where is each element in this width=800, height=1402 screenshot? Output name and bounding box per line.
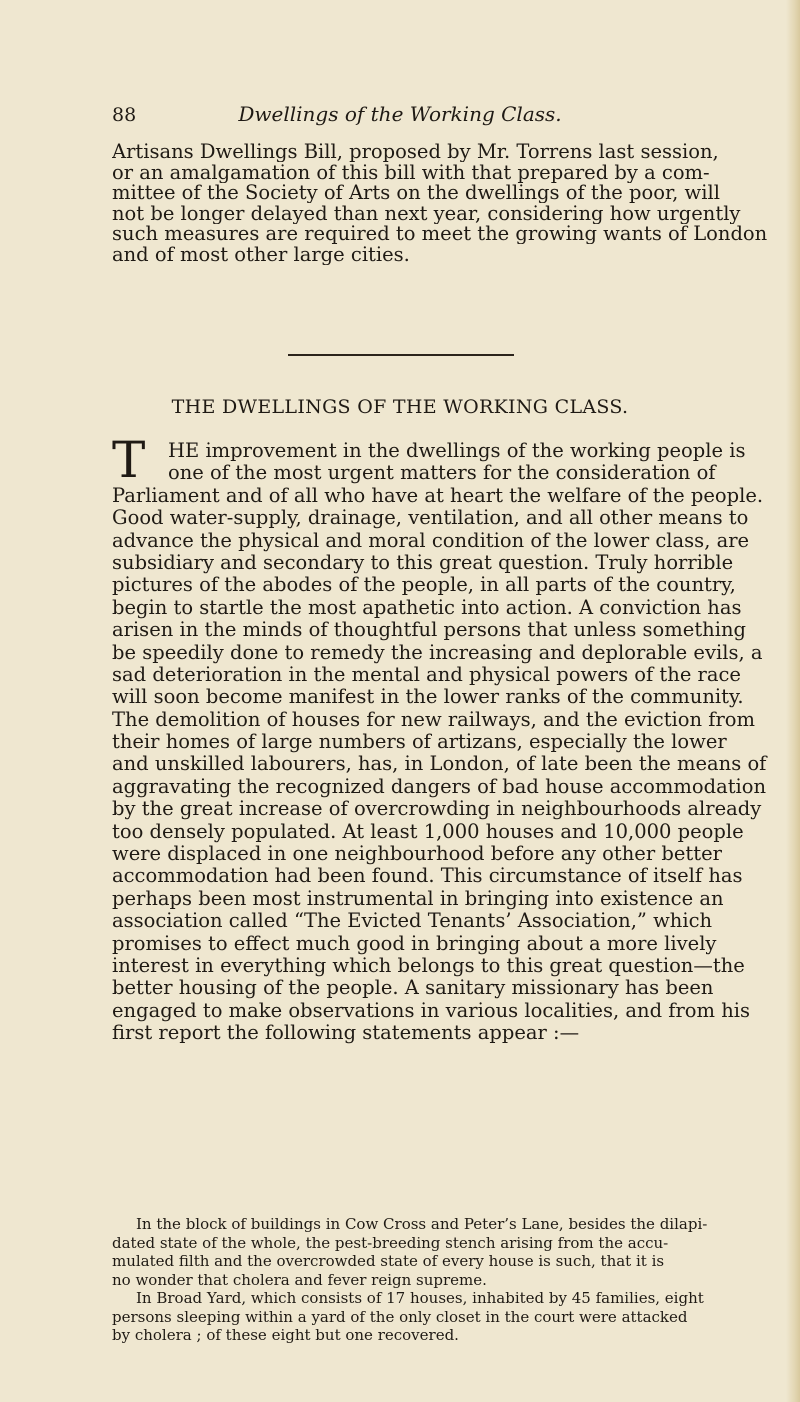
page-number: 88 [112,104,137,126]
text-line: Parliament and of all who have at heart the welfare of the people. [112,484,764,507]
text-line: or an amalgamation of this bill with that prepared by a com- [112,162,710,183]
text-line: arisen in the minds of thoughtful persons that unless something [112,619,746,642]
text-line: Artisans Dwellings Bill, proposed by Mr. Torrens last session, [112,142,719,162]
running-head: Dwellings of the Working Class. [238,102,562,126]
text-line: perhaps been most instrumental in bringing into existence an [112,887,724,910]
text-line: aggravating the recognized dangers of bad house accommodation [112,775,767,798]
text-line: no wonder that cholera and fever reign supreme. [112,1270,487,1289]
text-line: mittee of the Society of Arts on the dwellings of the poor, will [112,183,720,203]
intro-paragraph [112,142,792,265]
quoted-report [112,1215,792,1345]
text-line: HE improvement in the dwellings of the working people is [168,440,746,462]
section-divider [288,354,514,356]
text-line: will soon become manifest in the lower ranks of the community. [112,686,744,709]
text-line: association called “The Evicted Tenants’ Association,” which [112,910,713,933]
text-line: were displaced in one neighbourhood before any other better [112,843,722,866]
text-line: subsidiary and secondary to this great question. Truly horrible [112,551,734,574]
text-line: dated state of the whole, the pest-breeding stench arising from the accu- [112,1233,669,1252]
article-title: THE DWELLINGS OF THE WORKING CLASS. [171,396,629,418]
text-line: begin to startle the most apathetic into action. A conviction has [112,596,742,619]
text-line: sad deterioration in the mental and physical powers of the race [112,663,741,686]
text-line: engaged to make observations in various localities, and from his [112,999,751,1022]
text-line: Good water-supply, drainage, ventilation, and all other means to [112,507,749,530]
text-line: accommodation had been found. This circumstance of itself has [112,865,743,888]
text-line: by the great increase of overcrowding in neighbourhoods already [112,798,762,821]
text-line: first report the following statements appear :— [112,1022,580,1045]
article-body [112,431,792,1045]
text-line: In Broad Yard, which consists of 17 houses, inhabited by 45 families, eight [136,1289,704,1307]
text-line: too densely populated. At least 1,000 houses and 10,000 people [112,820,744,843]
text-line: not be longer delayed than next year, considering how urgently [112,203,741,224]
text-line: advance the physical and moral condition of the lower class, are [112,529,750,552]
text-line: be speedily done to remedy the increasing and deplorable evils, a [112,641,763,664]
text-line: The demolition of houses for new railways, and the eviction from [112,708,756,731]
text-line: mulated filth and the overcrowded state of every house is such, that it is [112,1252,665,1270]
text-line: and unskilled labourers, has, in London, of late been the means of [112,753,767,776]
text-line: persons sleeping within a yard of the only closet in the court were attacked [112,1307,688,1326]
text-line: their homes of large numbers of artizans, especially the lower [112,731,727,754]
text-line: interest in everything which belongs to this great question—the [112,954,745,977]
text-line: by cholera ; of these eight but one recovered. [112,1326,459,1344]
text-line: promises to effect much good in bringing about a more lively [112,932,717,955]
text-line: pictures of the abodes of the people, in all parts of the country, [112,574,736,597]
text-line: better housing of the people. A sanitary missionary has been [112,977,714,1000]
text-line: In the block of buildings in Cow Cross and Peter’s Lane, besides the dilapi- [136,1215,708,1233]
drop-cap: T [112,431,146,489]
text-line: one of the most urgent matters for the consideration of [168,462,716,485]
text-line: such measures are required to meet the growing wants of London [112,224,768,244]
text-line: and of most other large cities. [112,244,410,265]
